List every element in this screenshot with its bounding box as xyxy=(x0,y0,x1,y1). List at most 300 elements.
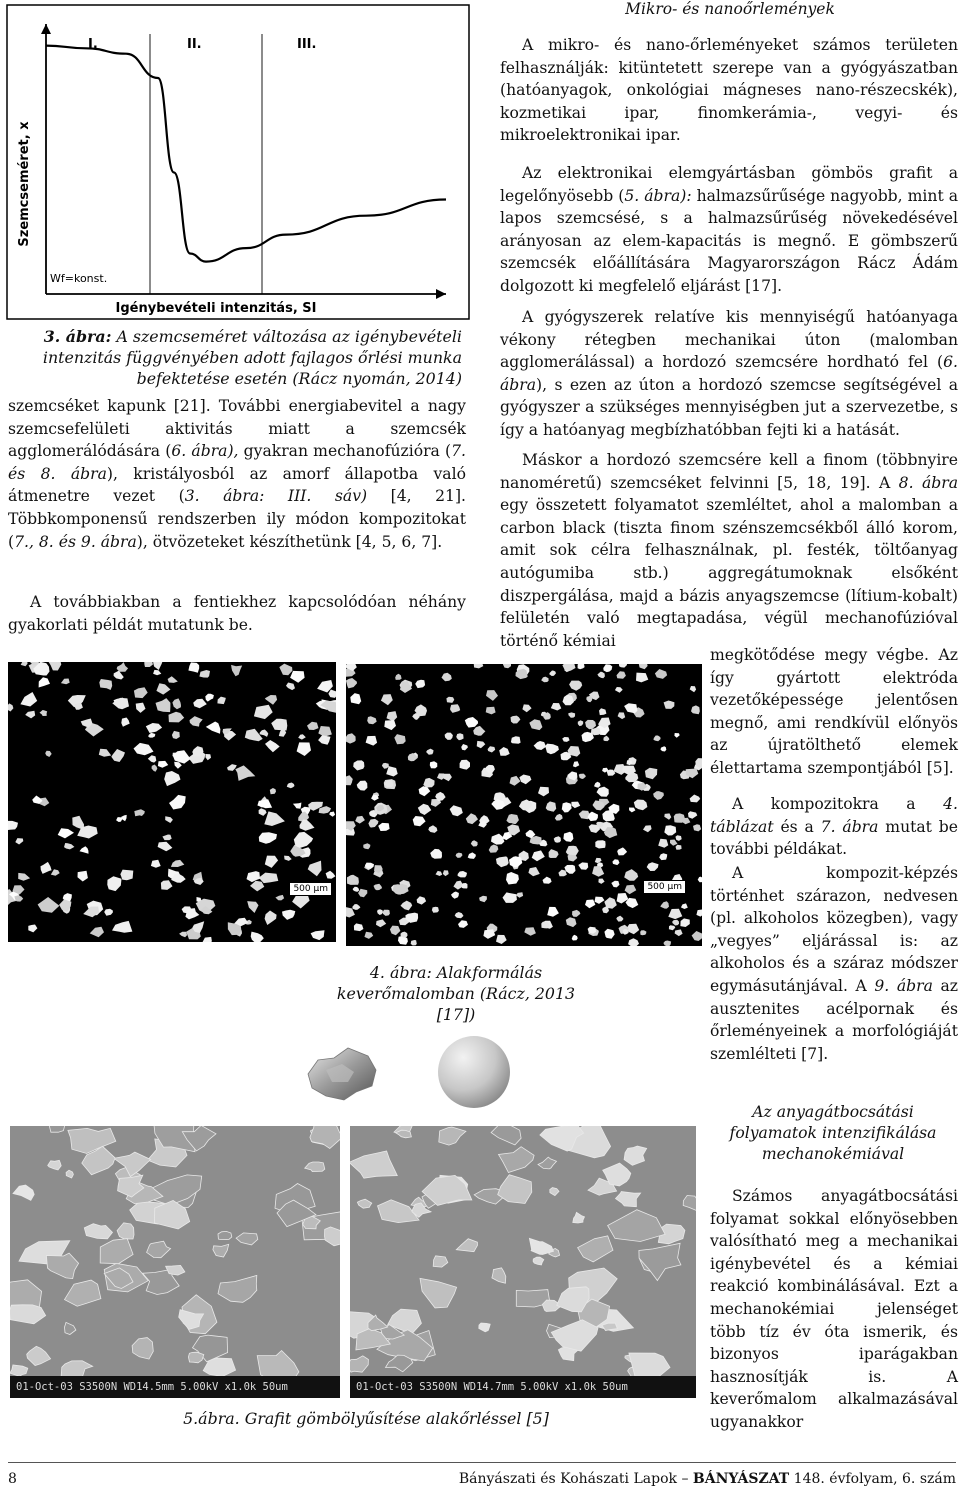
right-paragraph-1: A mikro- és nano-őrleményeket számos területen felhasználják: kitüntetett szerepe van a gyógyászatban (hatóanyagok, onkológiai mágneses nano-részecskék), kozmetikai ipar, finomkerámia-, vegyi- és mikroelektronikai ipar. xyxy=(500,36,958,145)
particle xyxy=(162,835,171,841)
right-paragraph-3: A gyógyszerek relatíve kis mennyiségű hatóanyaga vékony rétegben mechanikai úton (malomban agglomerálással) a hordozó szemcsére hordható fel (6. ábra), s ezen az úton a hordozó szemcse segítségével a gyógyszer a szükséges mennyiségben jut a szervezetbe, s így a hatóanyag megbízhatóbban fejti ki a hatását. xyxy=(500,308,958,439)
particle xyxy=(152,765,158,772)
flake xyxy=(10,1365,28,1376)
particle xyxy=(688,811,697,819)
particle xyxy=(654,736,661,742)
particle xyxy=(432,907,439,913)
particle xyxy=(352,904,360,910)
particle xyxy=(282,910,295,920)
particle xyxy=(461,744,468,750)
particle xyxy=(45,751,52,757)
particle xyxy=(465,717,478,728)
particle xyxy=(660,901,669,908)
particle xyxy=(148,733,155,738)
figure5-shape-svg xyxy=(296,1030,516,1120)
particle xyxy=(415,680,425,688)
particle xyxy=(265,856,278,868)
particle xyxy=(28,925,37,933)
particle xyxy=(604,929,614,939)
particle xyxy=(562,802,572,812)
particle xyxy=(171,860,184,867)
particle xyxy=(199,670,210,678)
particle xyxy=(690,686,696,692)
particle xyxy=(658,839,668,848)
particle xyxy=(326,871,336,879)
figure5-flakes-left xyxy=(10,1126,340,1376)
particle xyxy=(41,862,52,874)
particle xyxy=(538,787,549,797)
particle xyxy=(259,873,279,884)
particle xyxy=(169,795,186,810)
particle xyxy=(455,912,464,918)
particle xyxy=(172,731,180,739)
figure4-caption: 4. ábra: Alakformálás keverőmalomban (Rácz, 2013 [17]) xyxy=(336,963,576,1024)
particle xyxy=(511,716,521,724)
flake xyxy=(65,1322,76,1334)
particle xyxy=(603,664,612,672)
journal-name: Bányászati és Kohászati Lapok – xyxy=(458,1471,693,1487)
flake xyxy=(499,1147,535,1173)
particle xyxy=(353,887,359,892)
particle xyxy=(603,736,609,741)
particle xyxy=(572,910,580,917)
particle xyxy=(479,896,487,902)
particle xyxy=(250,881,264,892)
particle xyxy=(64,843,74,849)
particle xyxy=(297,742,311,756)
particle xyxy=(496,856,509,867)
flake xyxy=(396,1130,412,1138)
particle xyxy=(265,695,277,705)
particle xyxy=(446,697,454,703)
particle xyxy=(364,932,373,939)
particle xyxy=(25,711,35,719)
particle xyxy=(456,733,463,740)
particle xyxy=(346,678,357,688)
particle xyxy=(445,733,453,740)
particle xyxy=(676,845,682,850)
particle xyxy=(286,683,295,691)
flake xyxy=(386,1355,413,1372)
particle xyxy=(503,664,511,668)
particle xyxy=(287,783,295,789)
particle xyxy=(578,862,588,869)
particle xyxy=(169,712,185,723)
particle xyxy=(595,858,602,863)
particle xyxy=(264,811,285,826)
flake xyxy=(550,1188,559,1196)
footer-rule xyxy=(8,1462,956,1463)
particle xyxy=(99,679,112,690)
particle xyxy=(107,876,121,891)
journal-info xyxy=(459,1471,956,1487)
particle xyxy=(58,828,74,838)
figure4-particles-left xyxy=(8,662,336,942)
particle xyxy=(78,871,88,882)
flake xyxy=(147,1241,171,1258)
particle xyxy=(617,847,627,855)
particle xyxy=(664,825,676,835)
flake xyxy=(498,1175,532,1204)
flake xyxy=(213,1244,229,1257)
particle xyxy=(136,703,146,713)
particle xyxy=(612,859,619,865)
particle xyxy=(377,909,383,915)
particle xyxy=(578,720,583,726)
figure3-zone-1: I. xyxy=(88,37,98,52)
particle xyxy=(458,920,468,928)
subheading: Az anyagátbocsátási folyamatok intenzifikálása mechanokémiával xyxy=(729,1103,937,1163)
particle xyxy=(578,664,585,669)
flake xyxy=(420,1278,457,1308)
particle xyxy=(363,843,370,849)
figure4-particles-right xyxy=(346,664,702,946)
particle xyxy=(506,814,519,823)
particle xyxy=(456,853,463,858)
particle xyxy=(562,664,575,671)
particle xyxy=(691,705,700,714)
particle xyxy=(428,825,437,833)
flake xyxy=(533,1257,544,1265)
flake xyxy=(578,1236,613,1262)
flake xyxy=(573,1212,585,1223)
particle xyxy=(390,926,401,936)
particle xyxy=(18,873,30,881)
flake xyxy=(49,1126,65,1132)
figure5-illustration xyxy=(296,1030,516,1120)
sem-info-left: 01-Oct-03 S3500N WD14.5mm 5.00kV x1.0k 50um xyxy=(10,1376,340,1398)
particle xyxy=(664,701,675,709)
particle xyxy=(90,927,104,938)
particle xyxy=(668,909,682,919)
particle xyxy=(355,816,365,824)
particle xyxy=(693,824,701,831)
particle xyxy=(524,927,536,936)
section-header xyxy=(600,0,860,18)
flake xyxy=(456,1239,477,1252)
particle xyxy=(168,676,178,683)
flake xyxy=(84,1224,112,1239)
particle xyxy=(619,664,627,668)
particle xyxy=(624,869,638,881)
particle xyxy=(188,662,199,672)
particle xyxy=(566,917,577,927)
particle xyxy=(661,746,667,751)
particle xyxy=(618,712,626,719)
particle xyxy=(423,778,434,788)
particle xyxy=(260,730,269,737)
particle xyxy=(625,885,637,895)
flake xyxy=(491,1126,521,1145)
flake xyxy=(10,1305,46,1324)
flake xyxy=(639,1243,681,1280)
particle xyxy=(628,938,639,946)
particle xyxy=(353,760,364,770)
particle xyxy=(401,901,413,911)
flake xyxy=(65,1280,101,1306)
particle xyxy=(597,787,609,797)
sem-info-right: 01-Oct-03 S3500N WD14.7mm 5.00kV x1.0k 50um xyxy=(350,1376,696,1398)
particle xyxy=(161,880,173,890)
particle xyxy=(217,697,225,705)
particle xyxy=(680,918,689,927)
particle xyxy=(173,750,191,763)
particle xyxy=(357,781,368,791)
particle xyxy=(551,703,562,711)
right-paragraph-6: A kompozit-képzés történhet szárazon, nedvesen (pl. alkoholos közegben), vagy „vegyes” eljárással is: az alkoholos és a száraz módszer egymásutánjával. A 9. ábra az ausztenites acélpornak és őrleményeinek a morfológiáját szemlélteti [7]. xyxy=(710,864,958,1063)
flake xyxy=(13,1185,34,1200)
particle xyxy=(692,931,702,941)
particle xyxy=(227,764,237,771)
particle xyxy=(235,765,255,781)
particle xyxy=(562,737,569,742)
particle xyxy=(636,673,648,683)
particle xyxy=(270,788,276,794)
particle xyxy=(547,907,559,917)
particle xyxy=(555,814,563,821)
particle xyxy=(21,662,28,666)
particle xyxy=(528,867,539,876)
particle xyxy=(293,803,302,809)
particle xyxy=(483,929,495,939)
particle xyxy=(558,870,566,877)
particle xyxy=(643,825,652,832)
particle xyxy=(486,690,498,701)
particle xyxy=(153,670,161,675)
particle xyxy=(566,846,579,855)
flake xyxy=(218,1231,232,1239)
right-paragraph-7: Számos anyagátbocsátási folyamat sokkal előnyösebben valósítható meg a mechanikai igénybevétel és a kémiai reakció kombinálásával. Ezt a mechanokémiai jelenséget több tíz év óta ismerik, és bizonyos iparágakban hasznosítják is. A keverőmalom alkalmazásával ugyanakkor xyxy=(710,1187,958,1431)
particle xyxy=(597,672,605,679)
flake xyxy=(608,1210,666,1242)
particle xyxy=(430,849,442,859)
flake xyxy=(218,1275,257,1302)
particle xyxy=(245,729,263,742)
figure4-photo-left xyxy=(8,662,336,942)
particle xyxy=(477,741,486,748)
particle xyxy=(568,712,575,717)
flake xyxy=(310,1126,340,1149)
figure3-ylabel: Szemcseméret, x xyxy=(17,121,32,247)
particle xyxy=(543,877,552,884)
flake xyxy=(350,1356,368,1372)
particle xyxy=(75,703,83,710)
particle xyxy=(259,832,277,844)
particle xyxy=(460,760,470,770)
particle xyxy=(674,813,686,822)
particle xyxy=(554,836,561,842)
right-paragraph-5: A kompozitokra a 4. táblázat és a 7. ábra mutat be további példákat. xyxy=(710,795,958,859)
particle xyxy=(134,809,145,816)
flake xyxy=(433,1256,448,1267)
particle xyxy=(367,716,377,724)
particle xyxy=(290,671,305,683)
flake xyxy=(61,1361,93,1376)
particle xyxy=(104,909,113,916)
flake xyxy=(551,1320,598,1351)
particle xyxy=(374,884,383,891)
particle xyxy=(158,761,168,768)
particle xyxy=(496,935,507,944)
particle xyxy=(201,937,212,942)
particle xyxy=(499,747,510,756)
particle xyxy=(8,821,18,831)
particle xyxy=(451,892,459,899)
figure3-caption-label: 3. ábra: xyxy=(43,327,112,346)
particle xyxy=(466,813,478,824)
particle xyxy=(489,845,499,853)
flake xyxy=(48,1160,62,1170)
particle xyxy=(144,662,153,667)
particle xyxy=(231,665,242,676)
particle xyxy=(394,734,405,744)
particle xyxy=(664,813,671,819)
page-number: 8 xyxy=(8,1471,17,1487)
particle xyxy=(617,671,626,678)
particle xyxy=(346,733,356,743)
particle xyxy=(670,840,678,846)
particle xyxy=(259,808,267,816)
flake xyxy=(305,1162,325,1172)
particle xyxy=(653,791,664,800)
flake xyxy=(357,1199,371,1208)
particle xyxy=(146,723,162,733)
particle xyxy=(395,674,401,680)
particle xyxy=(588,812,599,822)
right-paragraph-2: Az elektronikai elemgyártásban gömbös grafit a legelőnyösebb (5. ábra): halmazsűrűsége nagyobb, mint a lapos szemcsésé, s a halmazsűrűség növekedésével arányosan az elem-kapacitás is megnő. E gömbszerű szemcsék előállítására Magyarországon Rácz Ádám dolgozott ki megfelelő eljárást [17]. xyxy=(500,164,959,295)
particle xyxy=(696,909,702,916)
particle xyxy=(158,842,173,852)
particle xyxy=(329,812,335,817)
particle xyxy=(647,862,659,871)
figure5-flakes-right xyxy=(350,1126,696,1376)
particle xyxy=(545,744,559,755)
particle xyxy=(468,852,476,859)
particle xyxy=(148,755,157,762)
particle xyxy=(311,930,325,940)
particle xyxy=(366,736,378,746)
particle xyxy=(271,719,287,731)
particle xyxy=(179,932,187,938)
flake xyxy=(152,1175,202,1205)
particle xyxy=(458,871,467,877)
particle xyxy=(112,698,129,709)
particle xyxy=(328,690,336,698)
particle xyxy=(595,840,605,848)
particle xyxy=(251,932,264,942)
particle xyxy=(529,719,542,730)
flake xyxy=(350,1151,397,1178)
particle xyxy=(346,775,353,785)
scale-bar-left: 500 μm xyxy=(289,882,332,896)
flake xyxy=(188,1352,203,1363)
particle xyxy=(114,671,124,680)
particle xyxy=(426,749,433,755)
particle xyxy=(443,870,449,876)
particle xyxy=(111,749,125,762)
particle xyxy=(573,761,579,767)
particle xyxy=(174,762,182,769)
particle xyxy=(471,840,478,846)
particle xyxy=(509,856,522,867)
particle xyxy=(193,699,207,709)
particle xyxy=(616,916,623,922)
particle xyxy=(354,923,364,931)
particle xyxy=(599,708,606,715)
particle xyxy=(549,671,556,677)
particle xyxy=(450,704,460,713)
flake xyxy=(629,1353,670,1376)
particle xyxy=(503,892,517,903)
particle xyxy=(254,705,273,719)
particle xyxy=(563,832,573,842)
particle xyxy=(120,870,133,881)
particle xyxy=(164,771,180,786)
particle xyxy=(672,920,679,926)
section-header-text: Mikro- és nanoőrlemények xyxy=(625,0,835,18)
flake xyxy=(132,1338,153,1360)
particle xyxy=(294,832,313,848)
particle xyxy=(506,872,519,885)
particle xyxy=(462,883,468,889)
left-paragraph-2: A továbbiakban a fentiekhez kapcsolódóan néhány gyakorlati példát mutatunk be. xyxy=(8,593,466,634)
particle xyxy=(596,822,603,827)
particle xyxy=(318,735,330,744)
particle xyxy=(572,935,578,941)
particle xyxy=(347,875,359,885)
particle xyxy=(121,815,127,821)
particle xyxy=(488,746,496,752)
particle xyxy=(318,726,332,737)
particle xyxy=(486,707,496,715)
particle xyxy=(368,819,378,828)
particle xyxy=(418,804,432,815)
particle xyxy=(430,761,438,768)
right-paragraph-4: Máskor a hordozó szemcsére kell a finom (többnyire nanoméretű) szemcséket felvinni [5, 18, 19]. A 8. ábra egy összetett folyamatot szemléltet, ahol a malomban a carbon black (tiszta finom szénszemcsékből álló korom, amit sok célra felhasználnak, pl. festék, töltőanyag autógumiba stb.) aggregátumoknak elsőként diszpergálása, majd a bázis anyagszemcse (lítium-kobalt) felületén való megtapadása, végül mechanofúzióval történő kémiai xyxy=(500,451,958,650)
particle xyxy=(411,940,417,946)
particle xyxy=(279,664,292,676)
particle xyxy=(569,681,582,691)
particle xyxy=(511,736,521,744)
particle xyxy=(386,766,398,776)
particle xyxy=(51,869,60,876)
particle xyxy=(450,805,463,816)
particle xyxy=(265,911,277,926)
particle xyxy=(639,664,648,669)
particle xyxy=(117,662,128,672)
figure3-zone-2: II. xyxy=(187,37,202,52)
figure5-sem-right xyxy=(350,1126,696,1398)
figure5-sem-left xyxy=(10,1126,340,1398)
particle xyxy=(247,871,261,882)
particle xyxy=(634,800,648,811)
particle xyxy=(378,823,389,831)
flake xyxy=(616,1192,641,1207)
particle xyxy=(592,866,604,877)
particle xyxy=(80,846,89,854)
particle xyxy=(61,679,70,685)
particle xyxy=(121,718,129,727)
particle xyxy=(40,710,48,716)
particle xyxy=(541,677,548,683)
flake xyxy=(27,1346,51,1365)
figure3-zone-3: III. xyxy=(297,37,317,52)
particle xyxy=(595,897,605,904)
particle xyxy=(491,834,504,845)
figure3-chart xyxy=(6,4,470,320)
particle xyxy=(585,900,595,909)
particle xyxy=(38,897,60,913)
